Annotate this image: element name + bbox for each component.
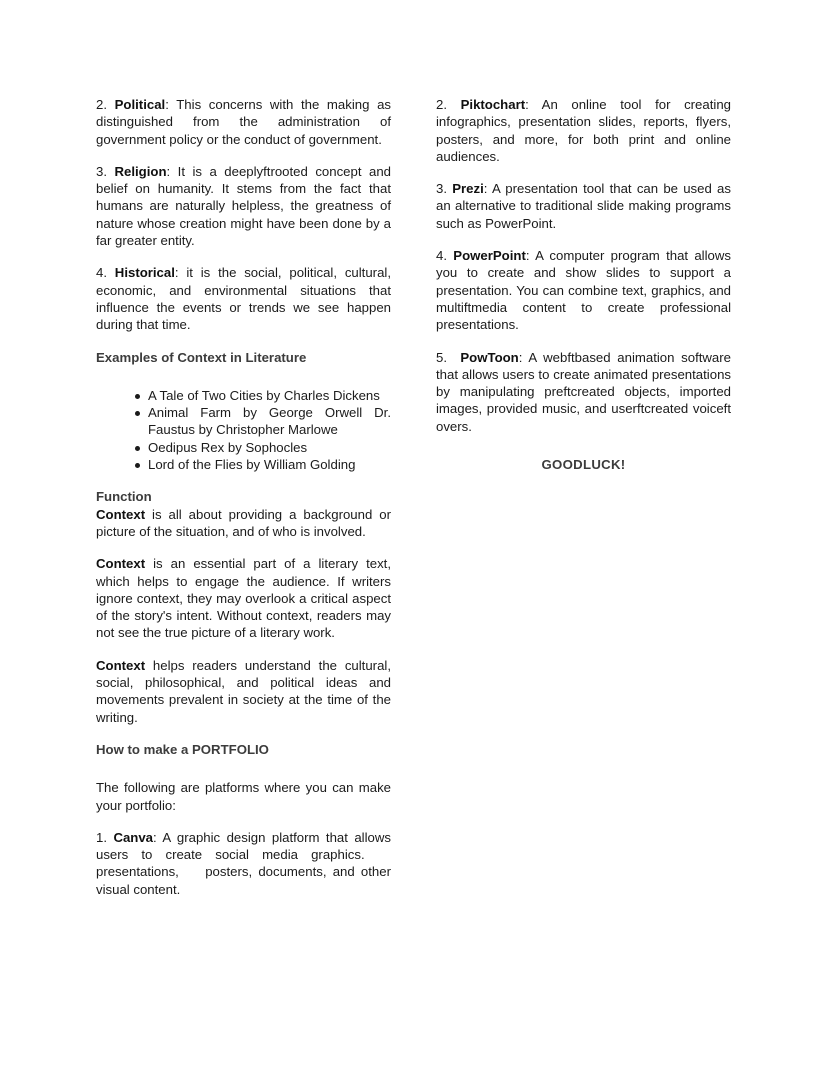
body-powerpoint: : A computer program that allows you to create and show slides to support a presentation. You can combine text, graphics, and multiftmedia content to create professional presentations. xyxy=(436,248,731,333)
body-historical: : it is the social, political, cultural, economic, and environmental situations that influence the events or trends we see happen during that time. xyxy=(96,265,391,333)
term-prezi: Prezi xyxy=(452,181,484,197)
term-religion: Religion xyxy=(114,163,167,179)
paragraph-function-1 xyxy=(96,506,391,541)
heading-examples-of-context: Examples of Context in Literature xyxy=(96,349,307,365)
paragraph-historical xyxy=(96,264,391,333)
term-context-3: Context xyxy=(96,657,146,673)
right-column xyxy=(436,96,731,898)
list-item: Lord of the Flies by William Golding xyxy=(135,456,391,473)
book-examples-list xyxy=(96,387,391,473)
left-column xyxy=(96,96,391,898)
paragraph-political xyxy=(96,96,391,148)
list-item: Oedipus Rex by Sophocles xyxy=(135,439,391,456)
term-context-2: Context xyxy=(96,556,146,572)
paragraph-powtoon xyxy=(436,349,731,435)
body-political: : This concerns with the making as distinguished from the administration of government policy or the conduct of government. xyxy=(96,97,391,147)
list-number-canva: 1. xyxy=(96,829,107,845)
paragraph-prezi xyxy=(436,180,731,232)
body-piktochart: : An online tool for creating infographics, presentation slides, reports, flyers, posters, and more, for both print and online audiences. xyxy=(436,97,731,164)
list-number-prezi: 3. xyxy=(436,181,447,197)
body-canva: : A graphic design platform that allows users to create social media graphics. presentations, posters, documents, and other visual content. xyxy=(96,829,391,897)
list-number-religion: 3. xyxy=(96,163,107,179)
term-historical: Historical xyxy=(114,265,175,281)
body-function-2: is an essential part of a literary text, which helps to engage the audience. If writers ignore context, they may overlook a critical aspect of the story's intent. Without context, readers may not see the true picture of a literary work. xyxy=(96,556,391,641)
list-number-piktochart: 2. xyxy=(436,97,447,112)
two-column-layout xyxy=(96,96,732,898)
paragraph-canva xyxy=(96,829,391,898)
term-context-1: Context xyxy=(96,506,146,522)
paragraph-function-3 xyxy=(96,657,391,726)
list-item: A Tale of Two Cities by Charles Dickens xyxy=(135,387,391,404)
body-religion: : It is a deeplyftrooted concept and belief on humanity. It stems from the fact that humans are naturally helpless, the greatness of nature whose creation might have been done by a far greater entity. xyxy=(96,163,391,249)
term-canva: Canva xyxy=(113,829,154,845)
heading-function: Function xyxy=(96,489,152,505)
list-number-powtoon: 5. xyxy=(436,349,447,365)
body-powtoon: : A webftbased animation software that allows users to create animated presentations by manipulating preftcreated objects, imported images, provided music, and userftcreated voiceft overs. xyxy=(436,349,731,434)
term-political: Political xyxy=(114,97,166,112)
paragraph-piktochart xyxy=(436,96,731,165)
list-number-powerpoint: 4. xyxy=(436,248,447,264)
term-piktochart: Piktochart xyxy=(460,97,526,112)
closing-message: GOODLUCK! xyxy=(541,457,626,473)
term-powerpoint: PowerPoint xyxy=(453,248,526,264)
heading-how-to-make-portfolio: How to make a PORTFOLIO xyxy=(96,741,269,757)
list-number-historical: 4. xyxy=(96,265,107,281)
list-item: Animal Farm by George Orwell Dr. Faustus by Christopher Marlowe xyxy=(135,404,391,439)
list-number-political: 2. xyxy=(96,97,107,112)
body-prezi: : A presentation tool that can be used as an alternative to traditional slide making programs such as PowerPoint. xyxy=(436,181,731,231)
body-function-1: is all about providing a background or picture of the situation, and of who is involved. xyxy=(96,506,391,539)
paragraph-function-2 xyxy=(96,555,391,641)
paragraph-religion xyxy=(96,163,391,249)
paragraph-portfolio-intro: The following are platforms where you can make your portfolio: xyxy=(96,780,391,813)
paragraph-powerpoint xyxy=(436,247,731,333)
body-function-3: helps readers understand the cultural, social, philosophical, and political ideas and movements prevalent in society at the time of the writing. xyxy=(96,657,391,725)
term-powtoon: PowToon xyxy=(460,349,519,365)
